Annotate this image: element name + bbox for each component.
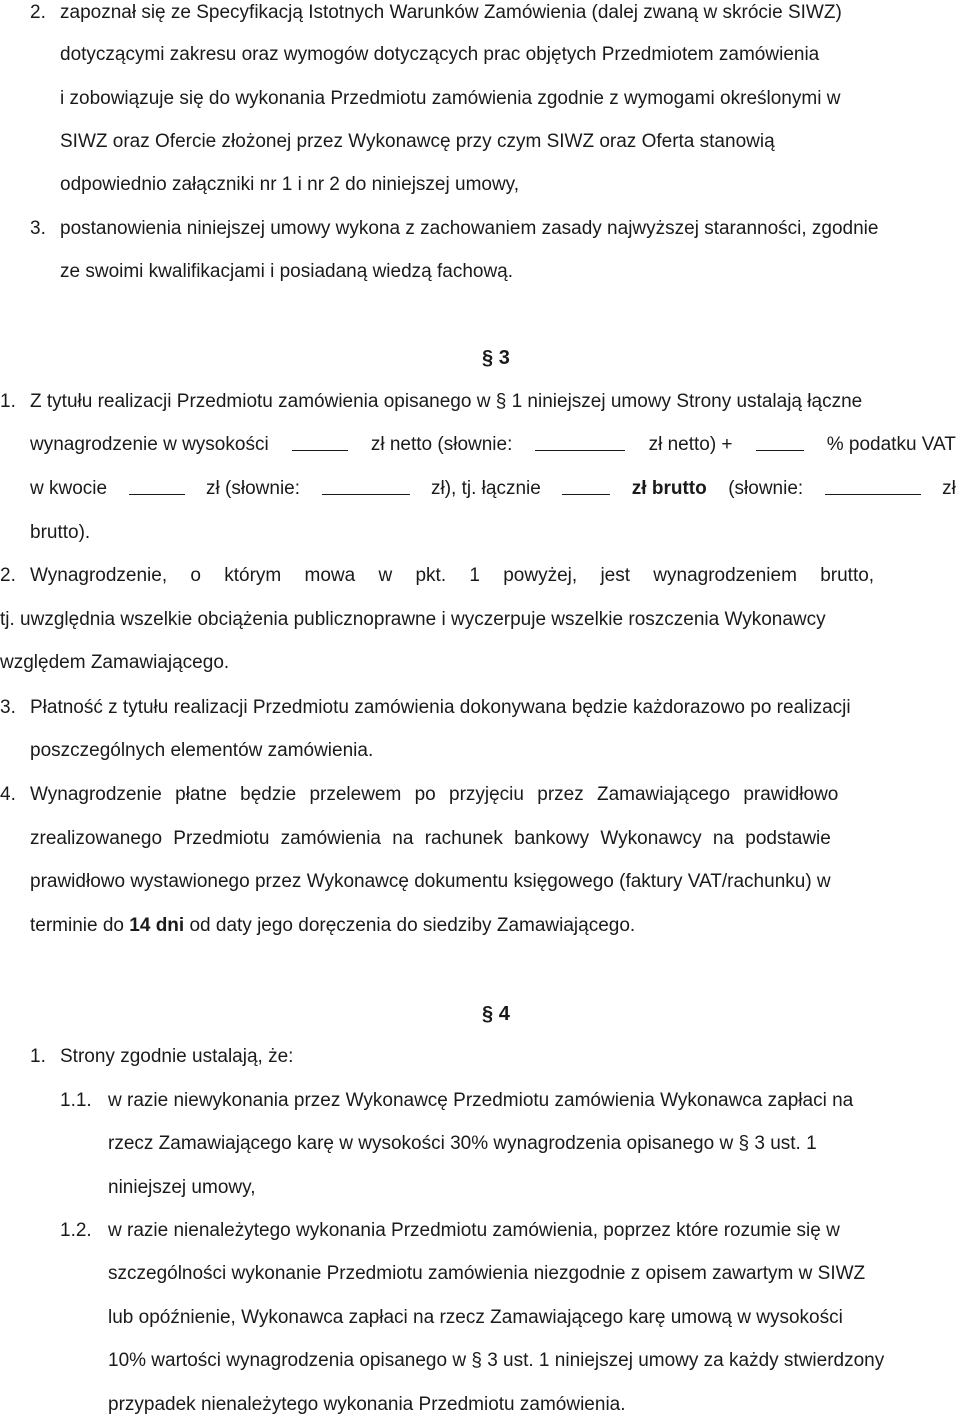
section-number: 4 — [498, 1003, 510, 1025]
item-number: 4. — [0, 784, 16, 805]
section-heading — [482, 1000, 510, 1028]
paragraph-line: Strony zgodnie ustalają, że: — [60, 1046, 294, 1067]
paragraph-line: lub opóźnienie, Wykonawca zapłaci na rzecz Zamawiającego karę umową w wysokości — [108, 1307, 843, 1328]
paragraph-line — [30, 563, 956, 589]
item-number: 2. — [30, 2, 46, 23]
item-number: 3. — [0, 697, 16, 718]
paragraph-line: postanowienia niniejszej umowy wykona z zachowaniem zasady najwyższej staranności, zgodnie — [60, 218, 879, 239]
paragraph-line: brutto). — [30, 522, 91, 543]
section-number: 3 — [498, 347, 510, 369]
paragraph-line: w razie niewykonania przez Wykonawcę Przedmiotu zamówienia Wykonawca zapłaci na — [108, 1090, 854, 1111]
text-fragment: zł), tj. łącznie — [431, 478, 541, 499]
text-fragment: 3 ust. 1 — [754, 1133, 817, 1154]
paragraph-line: SIWZ oraz Ofercie złożonej przez Wykonawcę przy czym SIWZ oraz Oferta stanowią — [60, 131, 775, 152]
paragraph-line: niniejszej umowy, — [108, 1177, 256, 1198]
text-fragment: rzecz Zamawiającego karę w wysokości 30% wynagrodzenia opisanego w — [108, 1133, 734, 1154]
section-symbol: § — [495, 391, 507, 412]
paragraph-line: przypadek nienależytego wykonania Przedmiotu zamówienia. — [108, 1394, 626, 1415]
text-fragment-bold: zł brutto — [631, 478, 707, 499]
blank-words-field — [825, 476, 921, 495]
paragraph-line: zrealizowanego Przedmiotu zamówienia na rachunek bankowy Wykonawcy na podstawie — [30, 828, 831, 849]
paragraph-line: względem Zamawiającego. — [0, 652, 230, 673]
item-number: 1.1. — [60, 1090, 92, 1111]
blank-vat-field — [756, 432, 804, 451]
text-fragment: (słownie: — [728, 478, 804, 499]
paragraph-line: i zobowiązuje się do wykonania Przedmiotu zamówienia zgodnie z wymogami określonymi w — [60, 88, 841, 109]
text-fragment: zł — [942, 478, 956, 499]
paragraph-line — [108, 1348, 956, 1374]
item-number: 2. — [0, 565, 16, 586]
text-fragment: 1 niniejszej umowy Strony ustalają łączne — [511, 391, 863, 412]
blank-words-field — [535, 432, 625, 451]
section-heading — [482, 344, 510, 372]
text-fragment: zł (słownie: — [206, 478, 301, 499]
paragraph-line: Płatność z tytułu realizacji Przedmiotu zamówienia dokonywana będzie każdorazowo po realizacji — [30, 697, 851, 718]
paragraph-line: w razie nienależytego wykonania Przedmiotu zamówienia, poprzez które rozumie się w — [108, 1220, 840, 1241]
text-fragment: zł netto) + — [648, 434, 733, 455]
text-fragment: wynagrodzenie w wysokości — [30, 434, 269, 455]
paragraph-line: ze swoimi kwalifikacjami i posiadaną wiedzą fachową. — [60, 261, 514, 282]
paragraph-line — [30, 389, 956, 415]
paragraph-line: poszczególnych elementów zamówienia. — [30, 740, 374, 761]
text-fragment: zł netto (słownie: — [370, 434, 513, 455]
item-number: 1. — [0, 391, 16, 412]
blank-words-field — [322, 476, 410, 495]
paragraph-line: dotyczącymi zakresu oraz wymogów dotyczących prac objętych Przedmiotem zamówienia — [60, 44, 820, 65]
text-fragment: Z tytułu realizacji Przedmiotu zamówienia opisanego w — [30, 391, 491, 412]
text-fragment: 10% wartości wynagrodzenia opisanego w — [108, 1350, 467, 1371]
paragraph-line: tj. uwzględnia wszelkie obciążenia publicznoprawne i wyczerpuje wszelkie roszczenia Wykonawcy — [0, 609, 826, 630]
item-number: 3. — [30, 218, 46, 239]
blank-amount-field — [129, 476, 185, 495]
paragraph-line — [30, 476, 956, 502]
text-fragment: Wynagrodzenie, o którym mowa w pkt. 1 powyżej, jest wynagrodzeniem brutto, — [30, 565, 875, 586]
text-fragment-bold: 14 dni — [129, 915, 185, 936]
item-number: 1.2. — [60, 1220, 92, 1241]
blank-amount-field — [292, 432, 348, 451]
paragraph-line — [30, 432, 956, 458]
paragraph-line: zapoznał się ze Specyfikacją Istotnych Warunków Zamówienia (dalej zwaną w skrócie SIWZ) — [60, 2, 842, 23]
item-number: 1. — [30, 1046, 46, 1067]
text-fragment: od daty jego doręczenia do siedziby Zamawiającego. — [189, 915, 636, 936]
section-symbol: § — [482, 347, 494, 369]
paragraph-line: odpowiednio załączniki nr 1 i nr 2 do niniejszej umowy, — [60, 174, 520, 195]
paragraph-line: prawidłowo wystawionego przez Wykonawcę dokumentu księgowego (faktury VAT/rachunku) w — [30, 871, 831, 892]
paragraph-line: Wynagrodzenie płatne będzie przelewem po przyjęciu przez Zamawiającego prawidłowo — [30, 784, 839, 805]
paragraph-line — [108, 1131, 956, 1157]
paragraph-line — [30, 913, 960, 939]
text-fragment: 3 ust. 1 niniejszej umowy za każdy stwierdzony — [487, 1350, 885, 1371]
paragraph-line: szczególności wykonanie Przedmiotu zamówienia niezgodnie z opisem zawartym w SIWZ — [108, 1263, 866, 1284]
section-symbol: § — [482, 1003, 494, 1025]
section-symbol: § — [738, 1133, 750, 1154]
text-fragment: terminie do — [30, 915, 124, 936]
blank-amount-field — [562, 476, 610, 495]
text-fragment: w kwocie — [30, 478, 108, 499]
section-symbol: § — [471, 1350, 482, 1371]
text-fragment: % podatku VAT — [826, 434, 956, 455]
